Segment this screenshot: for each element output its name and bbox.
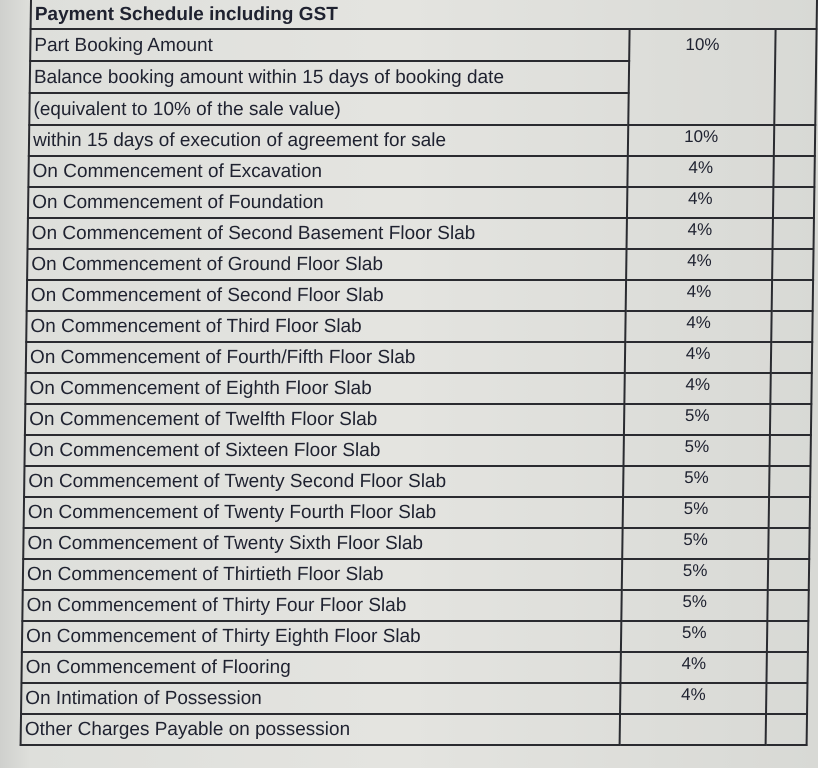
row-percent: 10% (628, 125, 775, 156)
table-row (24, 497, 810, 528)
blank-cell (774, 125, 815, 156)
row-percent: 4% (625, 342, 772, 373)
row-label: On Commencement of Twenty Fourth Floor Slab (24, 497, 623, 528)
table-row (24, 435, 810, 466)
blank-cell (767, 652, 808, 683)
row-percent: 5% (622, 559, 769, 590)
table-row (25, 404, 811, 435)
balance-booking-note: (equivalent to 10% of the sale value) (29, 93, 628, 125)
row-percent: 4% (620, 683, 767, 714)
table-title-row (31, 0, 817, 29)
table-row (24, 466, 810, 497)
payment-schedule-table (20, 0, 818, 746)
table-row (27, 249, 813, 280)
table-row (28, 156, 814, 187)
blank-cell (770, 404, 811, 435)
row-label: On Commencement of Third Floor Slab (26, 311, 625, 342)
blank-cell (773, 187, 814, 218)
table-row (29, 125, 815, 156)
row-label: On Commencement of Twenty Sixth Floor Slab (23, 528, 622, 559)
row-label: On Commencement of Ground Floor Slab (27, 249, 626, 280)
table-row (26, 311, 812, 342)
table-row (22, 621, 808, 652)
row-label: On Commencement of Twelfth Floor Slab (25, 404, 624, 435)
row-label: On Intimation of Possession (21, 683, 620, 714)
blank-cell (775, 29, 817, 125)
blank-cell (772, 280, 813, 311)
row-percent: 4% (625, 311, 772, 342)
row-percent: 5% (621, 621, 768, 652)
row-percent: 4% (626, 249, 773, 280)
row-label: On Commencement of Twenty Second Floor Slab (24, 466, 623, 497)
blank-cell (772, 249, 813, 280)
blank-cell (773, 218, 814, 249)
row-percent: 5% (623, 435, 770, 466)
table-row (21, 683, 807, 714)
row-percent: 5% (621, 590, 768, 621)
blank-cell (768, 590, 809, 621)
row-label: within 15 days of execution of agreement for sale (29, 125, 628, 156)
row-label: On Commencement of Thirty Four Floor Slab (22, 590, 621, 621)
blank-cell (766, 683, 807, 714)
row-label: On Commencement of Thirty Eighth Floor Slab (22, 621, 621, 652)
row-percent: 5% (622, 528, 769, 559)
table-row (27, 280, 813, 311)
row-label: On Commencement of Fourth/Fifth Floor Slab (26, 342, 625, 373)
row-percent: 5% (624, 404, 771, 435)
blank-cell (769, 466, 810, 497)
table-row (23, 559, 809, 590)
row-percent: 4% (626, 280, 773, 311)
row-label: Other Charges Payable on possession (21, 714, 620, 745)
blank-cell (771, 342, 812, 373)
row-label: On Commencement of Second Floor Slab (27, 280, 626, 311)
balance-booking-label: Balance booking amount within 15 days of booking date (30, 61, 629, 93)
blank-cell (769, 528, 810, 559)
table-row (23, 528, 809, 559)
part-booking-label: Part Booking Amount (30, 29, 629, 61)
row-percent (619, 714, 766, 745)
row-label: On Commencement of Thirtieth Floor Slab (23, 559, 622, 590)
table-row (28, 218, 814, 249)
booking-percent: 10% (628, 29, 776, 125)
table-row (21, 652, 807, 683)
row-label: On Commencement of Flooring (21, 652, 620, 683)
row-label: On Commencement of Sixteen Floor Slab (24, 435, 623, 466)
table-row (26, 342, 812, 373)
row-label: On Commencement of Second Basement Floor Slab (28, 218, 627, 249)
blank-cell (772, 311, 813, 342)
table-row (25, 373, 811, 404)
blank-cell (770, 435, 811, 466)
blank-cell (771, 373, 812, 404)
table-row (22, 590, 808, 621)
blank-cell (774, 156, 815, 187)
row-percent: 4% (626, 218, 773, 249)
row-percent: 4% (620, 652, 767, 683)
table-row (28, 187, 814, 218)
row-percent: 5% (623, 466, 770, 497)
blank-cell (767, 621, 808, 652)
row-percent: 5% (622, 497, 769, 528)
row-percent: 4% (624, 373, 771, 404)
table-row (21, 714, 807, 745)
row-label: On Commencement of Eighth Floor Slab (25, 373, 624, 404)
row-percent: 4% (627, 156, 774, 187)
table-title: Payment Schedule including GST (31, 0, 817, 29)
row-label: On Commencement of Excavation (28, 156, 627, 187)
row-label: On Commencement of Foundation (28, 187, 627, 218)
blank-cell (768, 559, 809, 590)
table-row (30, 29, 816, 61)
blank-cell (766, 714, 807, 745)
blank-cell (769, 497, 810, 528)
row-percent: 4% (627, 187, 774, 218)
